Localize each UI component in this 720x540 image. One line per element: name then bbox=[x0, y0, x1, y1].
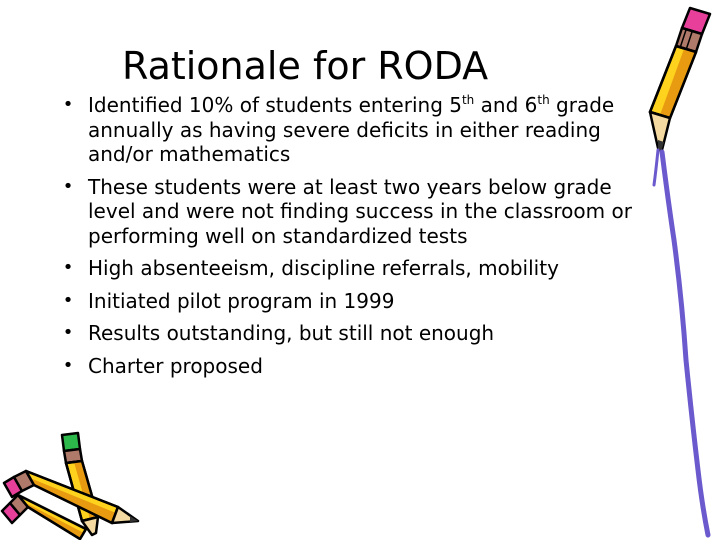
bullet-text-mid: and 6 bbox=[474, 93, 538, 117]
superscript: th bbox=[537, 93, 550, 107]
bullet-list bbox=[58, 93, 648, 386]
bullet-text: High absenteeism, discipline referrals, mobility bbox=[88, 256, 559, 280]
bullet-marker: • bbox=[62, 322, 74, 343]
bullet-item bbox=[58, 256, 648, 281]
pencil-clipart-icon bbox=[598, 0, 720, 540]
bullet-item bbox=[58, 289, 648, 314]
bullet-marker: • bbox=[62, 289, 74, 311]
slide-title: Rationale for RODA bbox=[122, 44, 489, 88]
bullet-marker: • bbox=[62, 175, 74, 197]
bullet-item bbox=[58, 93, 648, 167]
bullet-text: Initiated pilot program in 1999 bbox=[88, 288, 395, 313]
pencils-clipart-icon bbox=[0, 425, 150, 540]
bullet-text-start: Identified 10% of students entering 5 bbox=[88, 93, 462, 117]
bullet-text: Charter proposed bbox=[88, 353, 263, 378]
bullet-item bbox=[58, 175, 648, 249]
pencil-tip bbox=[650, 112, 670, 152]
pencil-body bbox=[650, 46, 696, 118]
bullet-marker: • bbox=[62, 94, 74, 115]
bullet-text: Results outstanding, but still not enough bbox=[88, 321, 495, 345]
bullet-item bbox=[58, 321, 648, 346]
bullet-marker: • bbox=[62, 354, 74, 376]
superscript: th bbox=[461, 93, 475, 107]
pencil-line bbox=[662, 152, 708, 535]
bullet-text-end: grade annually as having severe deficits in either reading and/or mathematics bbox=[88, 93, 615, 166]
bullet-item bbox=[58, 354, 648, 379]
bullet-text: These students were at least two years below grade level and were not finding success in the classroom or performing well on standardized tests bbox=[88, 174, 632, 248]
bullet-marker: • bbox=[62, 257, 74, 278]
